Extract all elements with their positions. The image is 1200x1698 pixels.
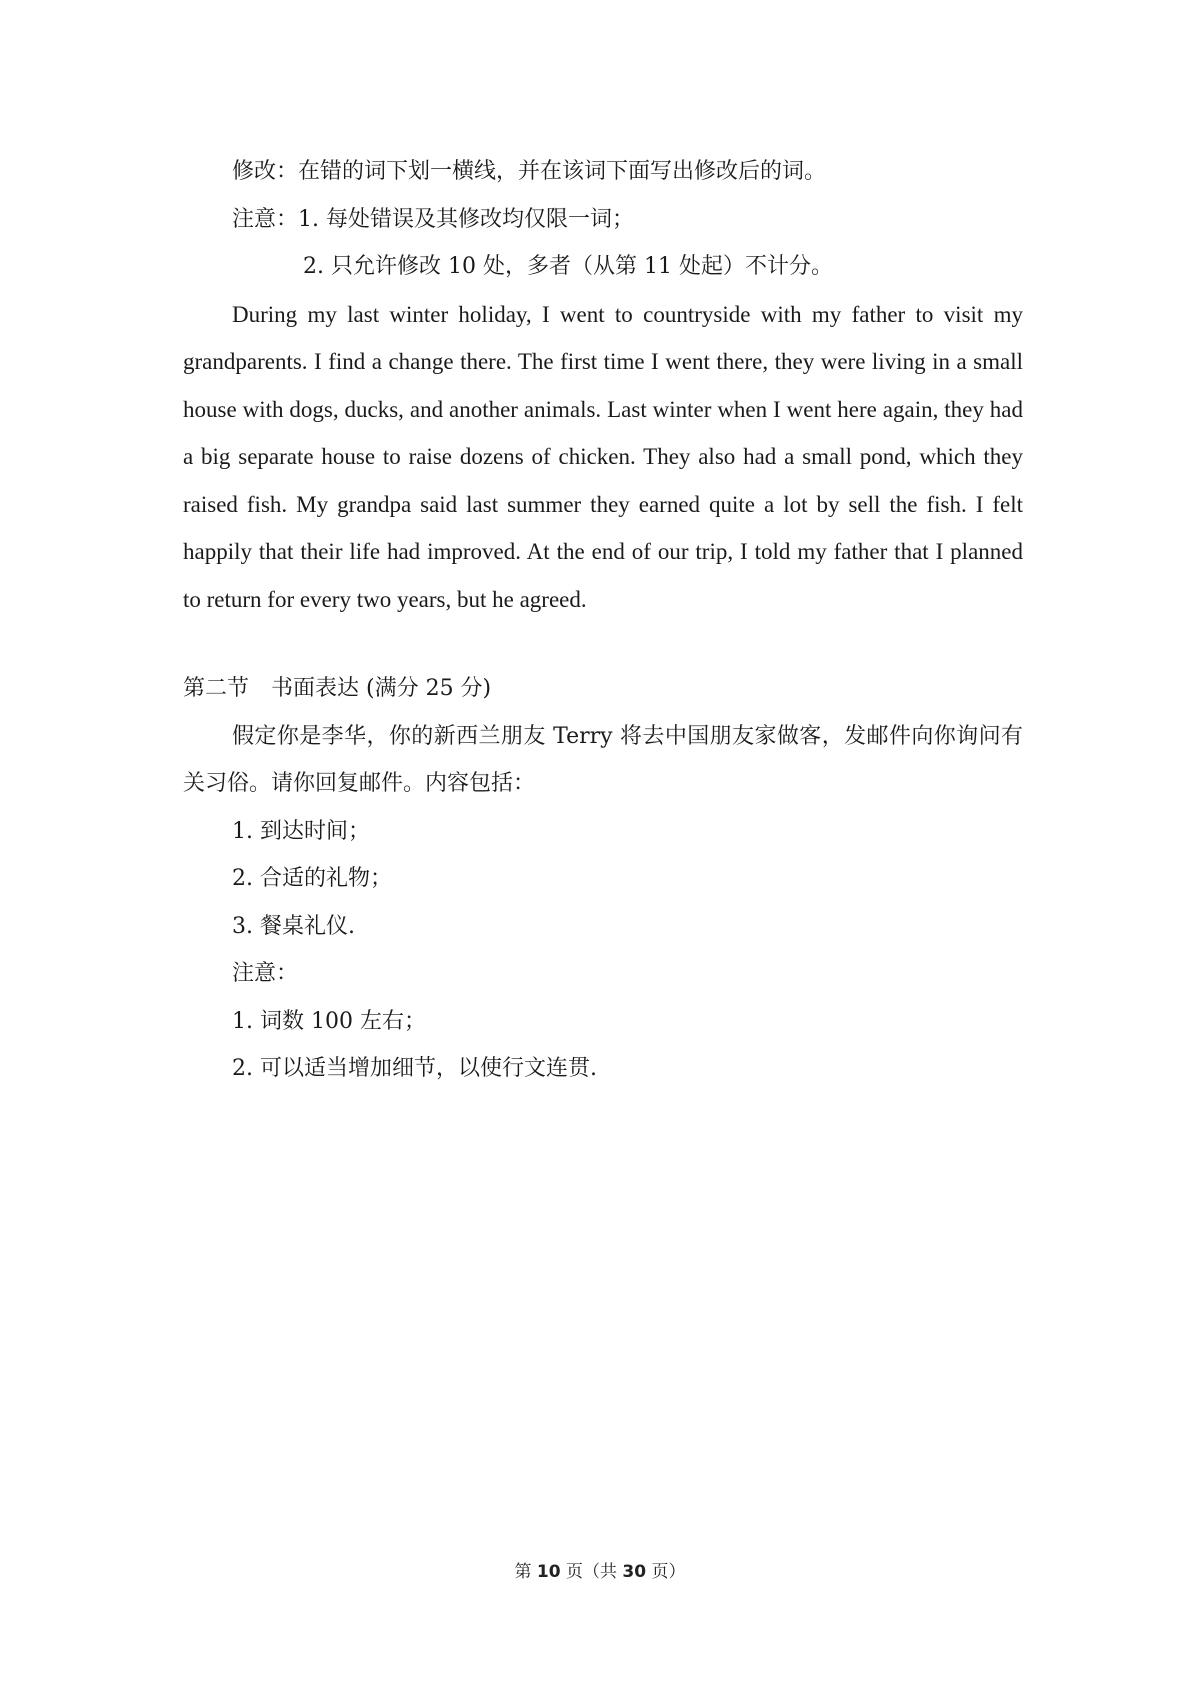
page-footer	[0, 1557, 1200, 1582]
writing-note-1: 1. 词数 100 左右；	[232, 1008, 426, 1034]
correction-note-1: 注意：1. 每处错误及其修改均仅限一词；	[232, 206, 634, 232]
footer-total-pages: 30	[622, 1562, 647, 1582]
section-gap	[183, 623, 1023, 665]
writing-item-3: 3. 餐桌礼仪.	[232, 913, 355, 939]
writing-note-2: 2. 可以适当增加细节，以使行文连贯.	[232, 1056, 597, 1081]
footer-suffix: 页）	[646, 1562, 686, 1582]
correction-passage: During my last winter holiday, I went to countryside with my father to visit my grandparents. I find a change there. The first time I went there, they were living in a small house with dogs, ducks, and another animals. Last winter when I went here again, they had a big separate house to raise dozens of chicken. They also had a small pond, which they raised fish. My grandpa said last summer they earned quite a lot by sell the fish. I felt happily that their life had improved. At the end of our trip, I told my father that I planned to return for every two years, but he agreed.	[183, 301, 1023, 612]
footer-middle: 页（共	[560, 1562, 623, 1582]
footer-page-number: 10	[536, 1562, 561, 1582]
correction-note-2: 2. 只允许修改 10 处，多者（从第 11 处起）不计分。	[303, 254, 833, 279]
correction-instruction: 修改：在错的词下划一横线，并在该词下面写出修改后的词。	[232, 159, 827, 184]
footer-prefix: 第	[514, 1562, 537, 1582]
writing-prompt: 假定你是李华，你的新西兰朋友 Terry 将去中国朋友家做客，发邮件向你询问有关习俗。请你回复邮件。内容包括：	[183, 723, 1023, 796]
writing-item-1: 1. 到达时间；	[232, 818, 370, 844]
writing-item-2: 2. 合适的礼物；	[232, 866, 392, 891]
writing-note-label: 注意：	[232, 961, 299, 986]
writing-section-title: 第二节 书面表达 (满分 25 分)	[183, 676, 492, 701]
page-content	[183, 148, 1023, 1093]
